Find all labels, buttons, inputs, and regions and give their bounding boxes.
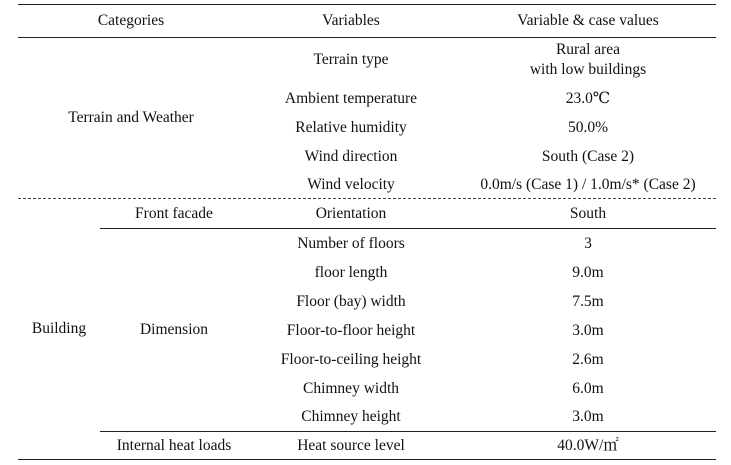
header-variables: Variables [322, 12, 380, 29]
variable-chimney-height: Chimney height [301, 408, 401, 425]
value-wind-direction: South (Case 2) [541, 148, 635, 165]
subcategory-internal-heat-loads: Internal heat loads [116, 436, 232, 454]
value-floor-length: 9.0m [572, 263, 604, 281]
parameters-table [18, 4, 716, 460]
variable-number-of-floors: Number of floors [297, 234, 405, 252]
variable-floor-bay-width: Floor (bay) width [296, 292, 406, 310]
value-terrain-type-line1: Rural area [555, 41, 621, 58]
variable-floor-to-ceiling-height: Floor-to-ceiling height [280, 350, 422, 368]
value-terrain-type-line2: with low buildings [529, 61, 647, 78]
value-floor-to-floor-height: 3.0m [572, 321, 604, 339]
subcategory-front-facade: Front facade [135, 204, 213, 222]
variable-terrain-type: Terrain type [313, 51, 389, 68]
variable-heat-source-level: Heat source level [297, 436, 405, 454]
variable-wind-velocity: Wind velocity [307, 176, 395, 193]
value-wind-velocity: 0.0m/s (Case 1) / 1.0m/s* (Case 2) [480, 176, 696, 193]
variable-chimney-width: Chimney width [302, 379, 399, 397]
variable-ambient-temperature: Ambient temperature [284, 90, 418, 107]
variable-wind-direction: Wind direction [304, 148, 398, 165]
variable-orientation: Orientation [315, 204, 387, 222]
value-chimney-height: 3.0m [572, 408, 604, 425]
header-categories: Categories [97, 12, 165, 29]
category-building: Building [31, 320, 87, 337]
header-values: Variable & case values [517, 12, 659, 29]
value-heat-source-level: 40.0W/㎡ [557, 436, 619, 454]
variable-floor-length: floor length [314, 263, 388, 281]
value-chimney-width: 6.0m [572, 379, 604, 397]
subcategory-dimension: Dimension [139, 321, 209, 338]
value-orientation: South [569, 204, 607, 222]
value-number-of-floors: 3 [584, 234, 592, 252]
value-ambient-temperature: 23.0℃ [565, 90, 611, 107]
value-floor-bay-width: 7.5m [572, 292, 604, 310]
variable-relative-humidity: Relative humidity [295, 119, 407, 136]
variable-floor-to-floor-height: Floor-to-floor height [286, 321, 416, 339]
table-bottom-rule [18, 459, 716, 460]
value-terrain-type [448, 38, 728, 82]
category-terrain-weather: Terrain and Weather [68, 109, 194, 126]
value-floor-to-ceiling-height: 2.6m [572, 350, 604, 368]
value-relative-humidity: 50.0% [567, 119, 609, 136]
